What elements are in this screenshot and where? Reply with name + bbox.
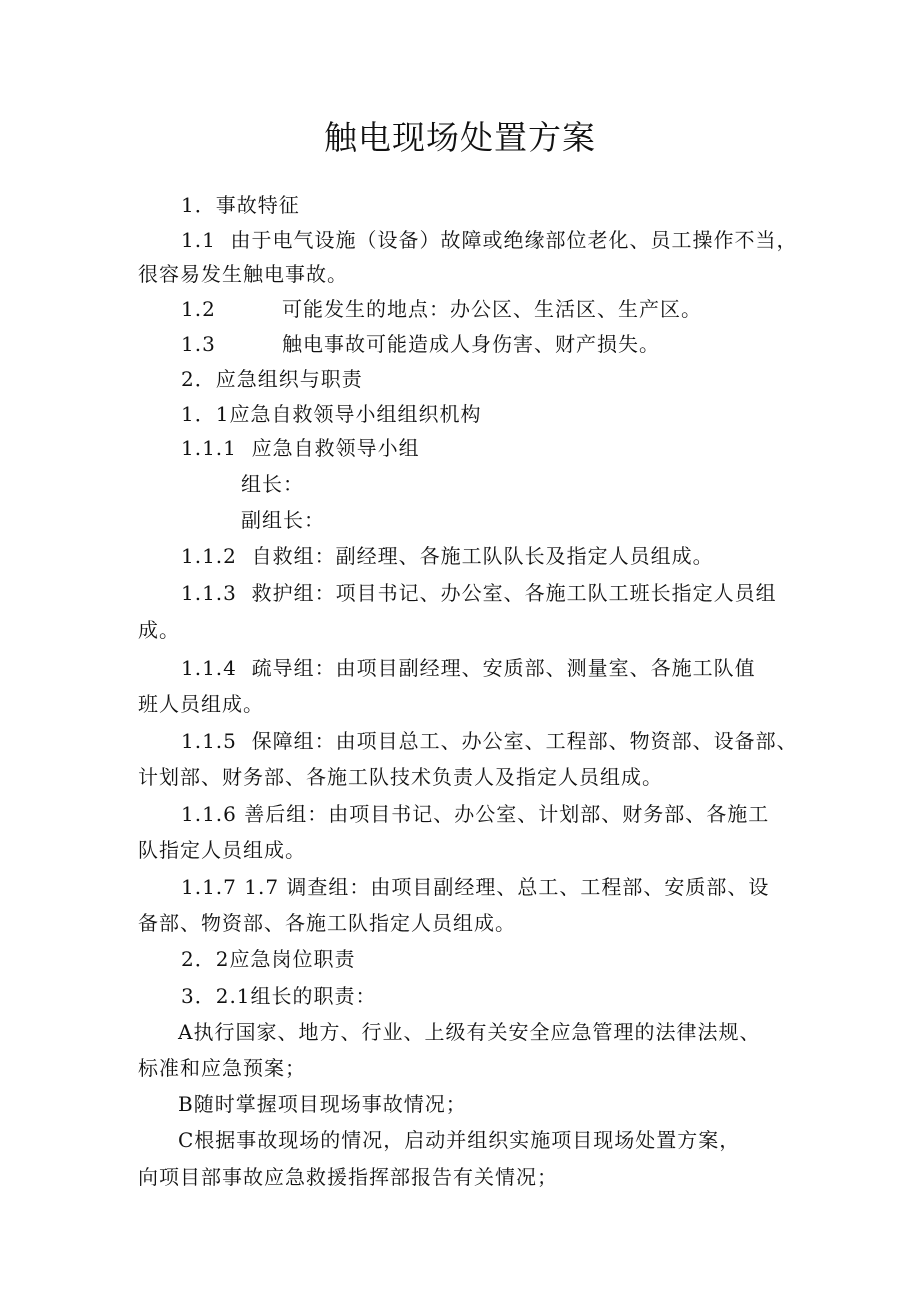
paragraph-line: C根据事故现场的情况，启动并组织实施项目现场处置方案， bbox=[178, 1128, 741, 1152]
paragraph-line: 1.1 由于电气设施（设备）故障或绝缘部位老化、员工操作不当， bbox=[181, 228, 798, 252]
paragraph-line: 计划部、财务部、各施工队技术负责人及指定人员组成。 bbox=[138, 765, 663, 789]
role-label: 副组长： bbox=[241, 508, 325, 532]
paragraph-line: A执行国家、地方、行业、上级有关安全应急管理的法律法规、 bbox=[178, 1020, 761, 1044]
paragraph-line: 1.1.4 疏导组：由项目副经理、安质部、测量室、各施工队值 bbox=[181, 656, 756, 680]
section-heading: 1．事故特征 bbox=[181, 193, 300, 217]
document-title: 触电现场处置方案 bbox=[324, 118, 596, 157]
paragraph-line: 向项目部事故应急救援指挥部报告有关情况； bbox=[138, 1165, 558, 1189]
paragraph-line: 1.1.6 善后组：由项目书记、办公室、计划部、财务部、各施工 bbox=[181, 802, 770, 826]
paragraph-line: 1.2 可能发生的地点：办公区、生活区、生产区。 bbox=[181, 297, 703, 321]
paragraph-line: 1.3 触电事故可能造成人身伤害、财产损失。 bbox=[181, 332, 661, 356]
paragraph-line: 成。 bbox=[138, 618, 180, 642]
paragraph-line: 1.1.7 1.7 调查组：由项目副经理、总工、工程部、安质部、设 bbox=[181, 875, 770, 899]
paragraph-line: 队指定人员组成。 bbox=[138, 838, 306, 862]
paragraph-line: 备部、物资部、各施工队指定人员组成。 bbox=[138, 911, 516, 935]
section-heading: 2．应急组织与职责 bbox=[181, 367, 363, 391]
role-label: 组长： bbox=[241, 472, 304, 496]
subsection-heading: 1．1应急自救领导小组组织机构 bbox=[181, 402, 482, 426]
subsection-heading: 2．2应急岗位职责 bbox=[181, 947, 356, 971]
paragraph-line: 班人员组成。 bbox=[138, 692, 264, 716]
paragraph-line: 标准和应急预案； bbox=[138, 1056, 306, 1080]
paragraph-line: 很容易发生触电事故。 bbox=[138, 262, 348, 286]
paragraph-line: 1.1.5 保障组：由项目总工、办公室、工程部、物资部、设备部、 bbox=[181, 729, 798, 753]
subsection-heading: 1.1.1 应急自救领导小组 bbox=[181, 436, 420, 460]
subsection-heading: 3．2.1组长的职责： bbox=[181, 984, 377, 1008]
paragraph-line: 1.1.3 救护组：项目书记、办公室、各施工队工班长指定人员组 bbox=[181, 581, 777, 605]
paragraph-line: 1.1.2 自救组：副经理、各施工队队长及指定人员组成。 bbox=[181, 544, 714, 568]
paragraph-line: B随时掌握项目现场事故情况； bbox=[178, 1092, 467, 1116]
